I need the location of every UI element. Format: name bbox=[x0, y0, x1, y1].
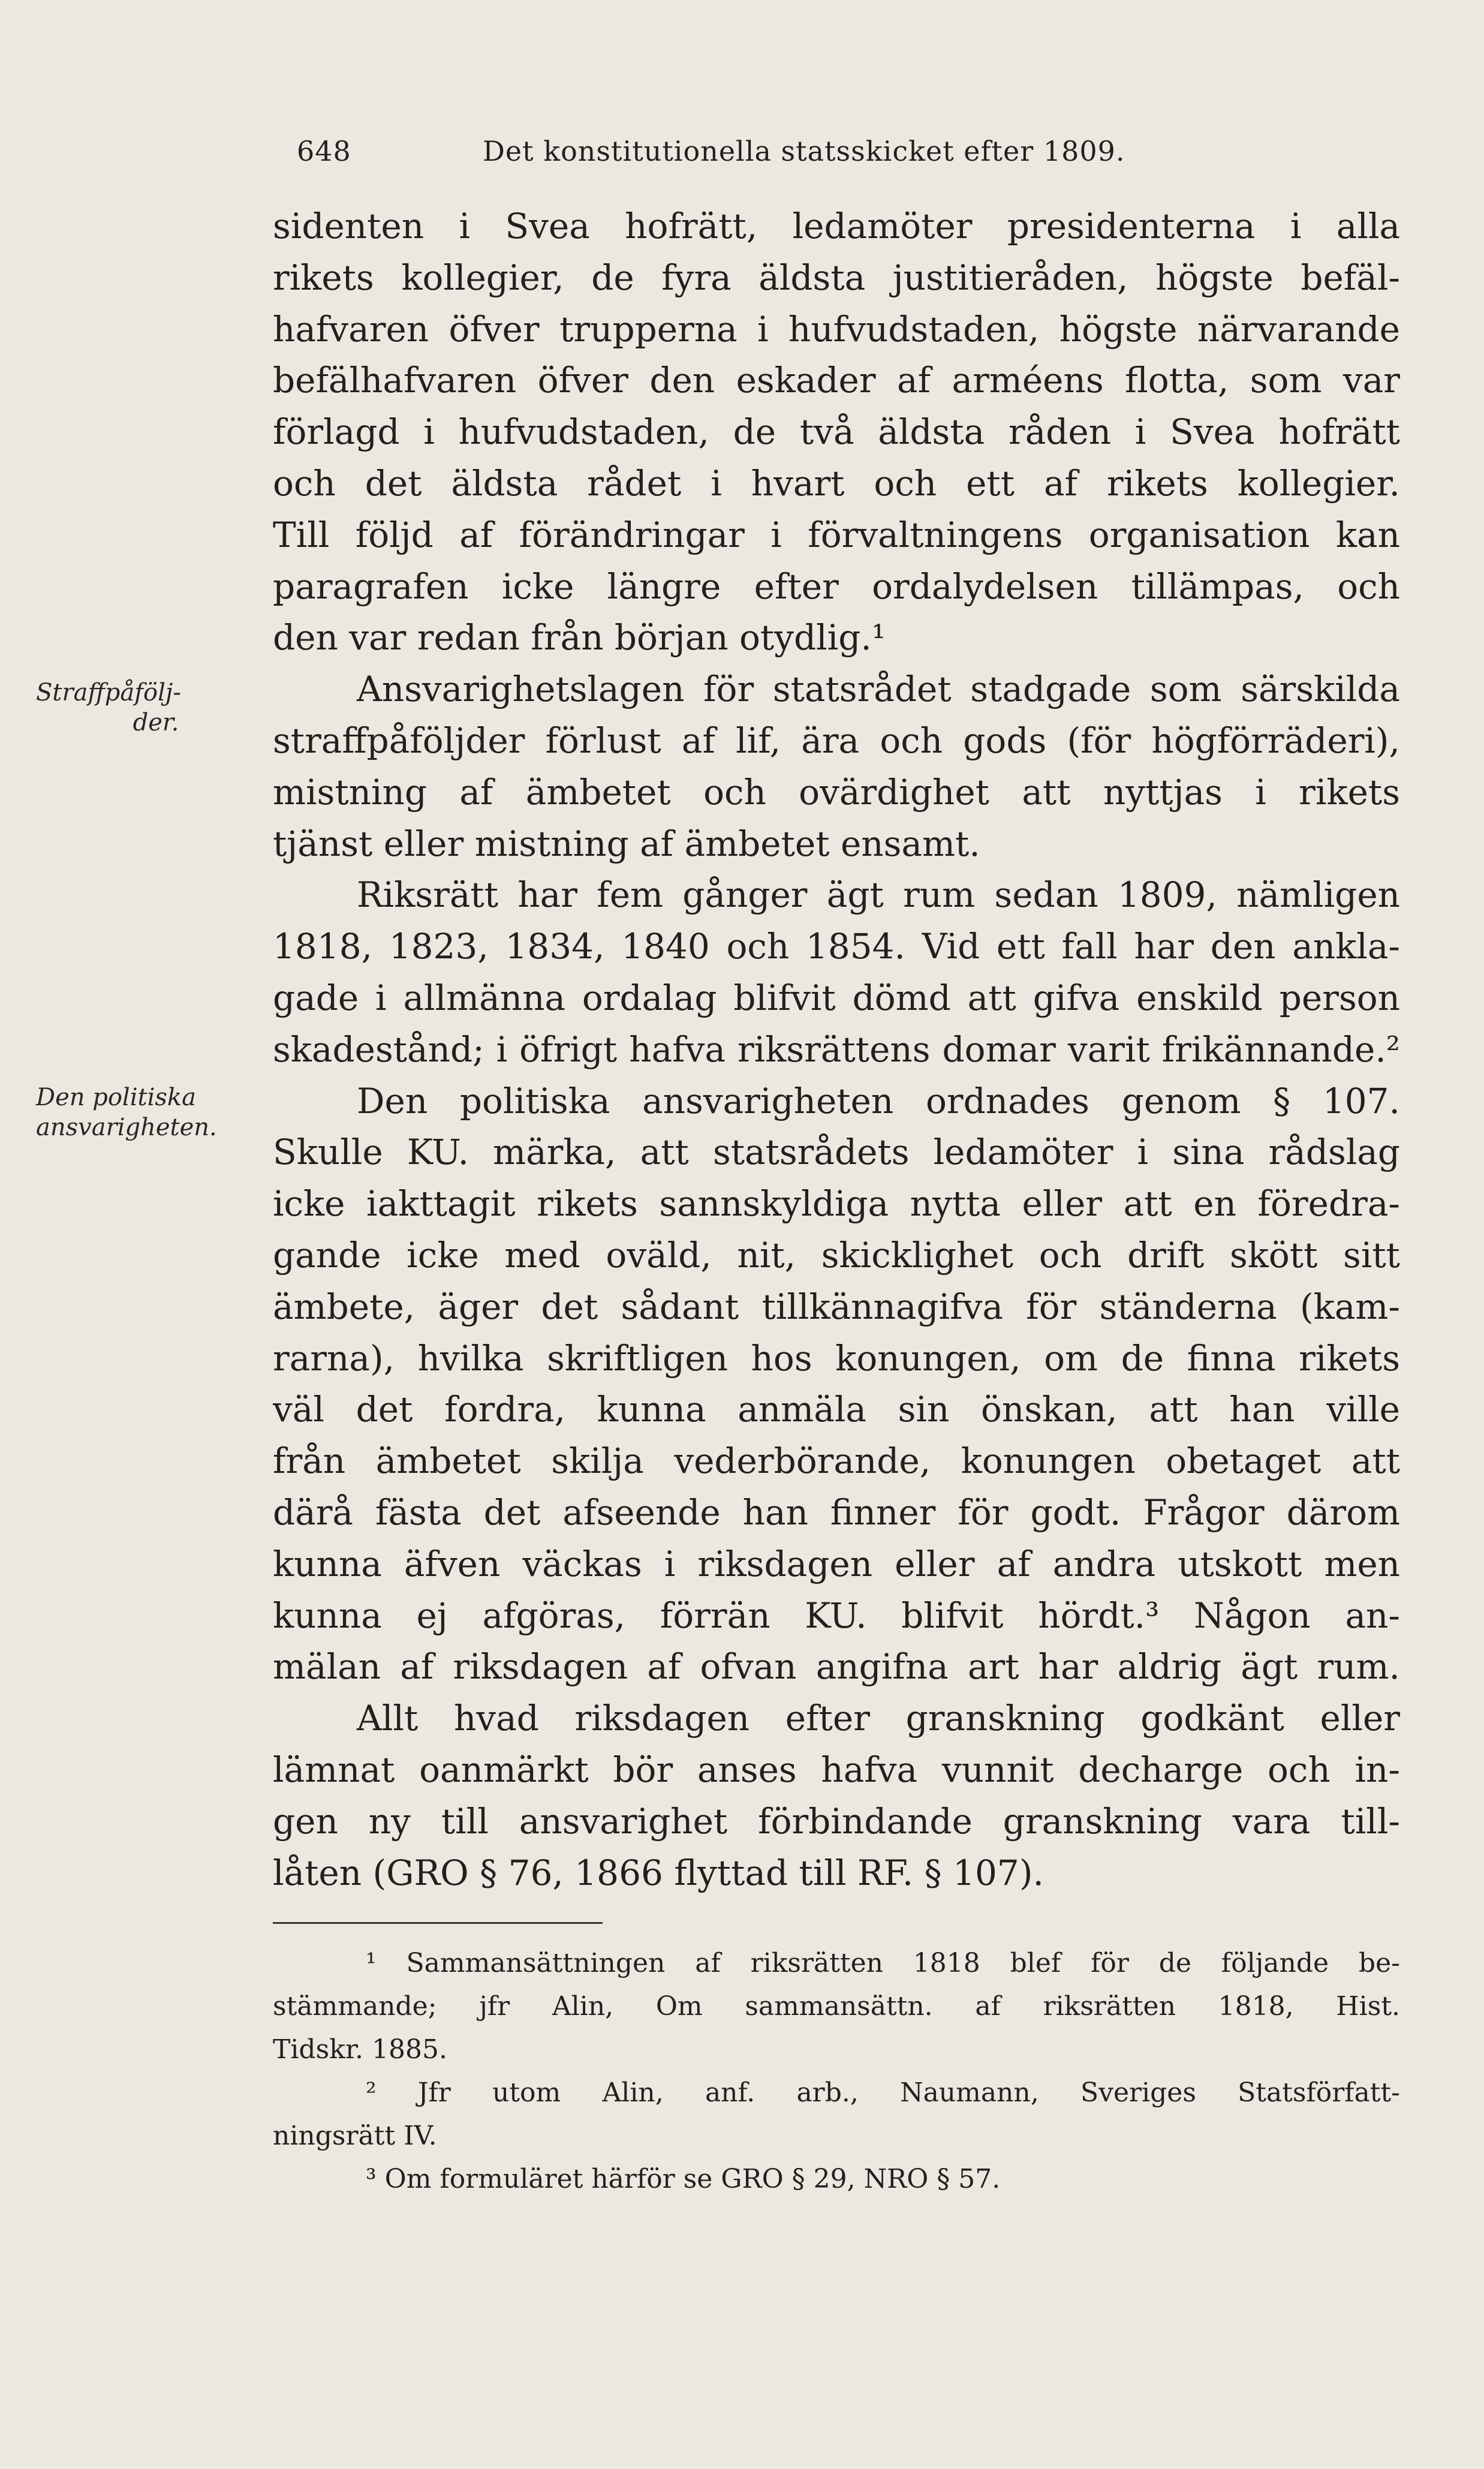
margin-note-politiska-ansvarigheten bbox=[36, 1082, 276, 1142]
text-line: Allt hvad riksdagen efter granskning godkänt eller bbox=[357, 1698, 1400, 1739]
text-line: gande icke med oväld, nit, skicklighet och drift skött sitt bbox=[273, 1234, 1400, 1276]
text-line: väl det fordra, kunna anmäla sin önskan, att han ville bbox=[273, 1389, 1400, 1430]
page-number: 648 bbox=[297, 135, 351, 167]
footnote-line: ningsrätt IV. bbox=[273, 2121, 437, 2151]
running-title: Det konstitutionella statsskicket efter 1809. bbox=[483, 135, 1125, 167]
text-line: rarna), hvilka skriftligen hos konungen, om de finna rikets bbox=[273, 1337, 1400, 1379]
text-line: låten (GRO § 76, 1866 flyttad till RF. § 107). bbox=[273, 1852, 1044, 1893]
text-line: mälan af riksdagen af ofvan angifna art har aldrig ägt rum. bbox=[273, 1646, 1400, 1688]
text-line: paragrafen icke längre efter ordalydelsen tillämpas, och bbox=[273, 566, 1400, 607]
text-line: Till följd af förändringar i förvaltningens organisation kan bbox=[273, 514, 1400, 555]
text-line: straffpåföljder förlust af lif, ära och gods (för högförräderi), bbox=[273, 720, 1400, 761]
margin-note-line: ansvarigheten. bbox=[36, 1114, 217, 1141]
text-line: tjänst eller mistning af ämbetet ensamt. bbox=[273, 823, 980, 864]
footnote-line: ³ Om formuläret härför se GRO § 29, NRO § 57. bbox=[366, 2164, 1001, 2194]
margin-note-line: Den politiska bbox=[36, 1084, 196, 1111]
text-line: därå fästa det afseende han finner för godt. Frågor därom bbox=[273, 1491, 1400, 1533]
text-line: Den politiska ansvarigheten ordnades genom § 107. bbox=[357, 1080, 1400, 1121]
text-line: Ansvarighetslagen för statsrådet stadgade som särskilda bbox=[357, 669, 1400, 710]
text-line: Skulle KU. märka, att statsrådets ledamöter i sina rådslag bbox=[273, 1132, 1400, 1173]
footnote-line: Tidskr. 1885. bbox=[273, 2034, 447, 2065]
text-line: från ämbetet skilja vederbörande, konungen obetaget att bbox=[273, 1440, 1400, 1482]
text-line: sidenten i Svea hofrätt, ledamöter presidenterna i alla bbox=[273, 206, 1400, 246]
text-line: den var redan från början otydlig.¹ bbox=[273, 617, 886, 658]
body-text bbox=[273, 201, 1400, 1899]
text-line: befälhafvaren öfver den eskader af arméens flotta, som var bbox=[273, 360, 1400, 401]
footnote-line: ¹ Sammansättningen af riksrätten 1818 blef för de följande be- bbox=[366, 1948, 1400, 1978]
footnotes bbox=[273, 1942, 1400, 2201]
text-line: mistning af ämbetet och ovärdighet att nyttjas i rikets bbox=[273, 771, 1400, 813]
text-line: Riksrätt har fem gånger ägt rum sedan 1809, nämligen bbox=[357, 874, 1400, 916]
text-line: och det äldsta rådet i hvart och ett af rikets kollegier. bbox=[273, 462, 1400, 504]
text-line: rikets kollegier, de fyra äldsta justitieråden, högste befäl- bbox=[273, 257, 1400, 298]
text-line: förlagd i hufvudstaden, de två äldsta råden i Svea hofrätt bbox=[273, 411, 1400, 453]
text-line: skadestånd; i öfrigt hafva riksrättens domar varit frikännande.² bbox=[273, 1029, 1400, 1070]
running-head bbox=[273, 135, 1229, 177]
margin-note-straffpafoljder bbox=[36, 678, 276, 738]
margin-note-line: Straffpåfölj- bbox=[36, 679, 181, 706]
text-line: hafvaren öfver trupperna i hufvudstaden, högste närvarande bbox=[273, 308, 1400, 350]
text-line: lämnat oanmärkt bör anses hafva vunnit decharge och in- bbox=[273, 1749, 1400, 1790]
text-line: 1818, 1823, 1834, 1840 och 1854. Vid ett fall har den ankla- bbox=[273, 926, 1400, 967]
footnote-line: ² Jfr utom Alin, anf. arb., Naumann, Sveriges Statsförfatt- bbox=[366, 2077, 1400, 2108]
margin-note-line: der. bbox=[133, 709, 179, 736]
text-line: gade i allmänna ordalag blifvit dömd att gifva enskild person bbox=[273, 977, 1400, 1018]
text-line: gen ny till ansvarighet förbindande granskning vara till- bbox=[273, 1800, 1400, 1842]
text-line: ämbete, äger det sådant tillkännagifva för ständerna (kam- bbox=[273, 1286, 1400, 1327]
footnote-divider bbox=[273, 1922, 603, 1924]
text-line: kunna ej afgöras, förrän KU. blifvit hördt.³ Någon an- bbox=[273, 1595, 1400, 1636]
footnote-line: stämmande; jfr Alin, Om sammansättn. af riksrätten 1818, Hist. bbox=[273, 1991, 1400, 2022]
text-line: kunna äfven väckas i riksdagen eller af andra utskott men bbox=[273, 1543, 1400, 1584]
text-line: icke iakttagit rikets sannskyldiga nytta eller att en föredra- bbox=[273, 1183, 1400, 1225]
